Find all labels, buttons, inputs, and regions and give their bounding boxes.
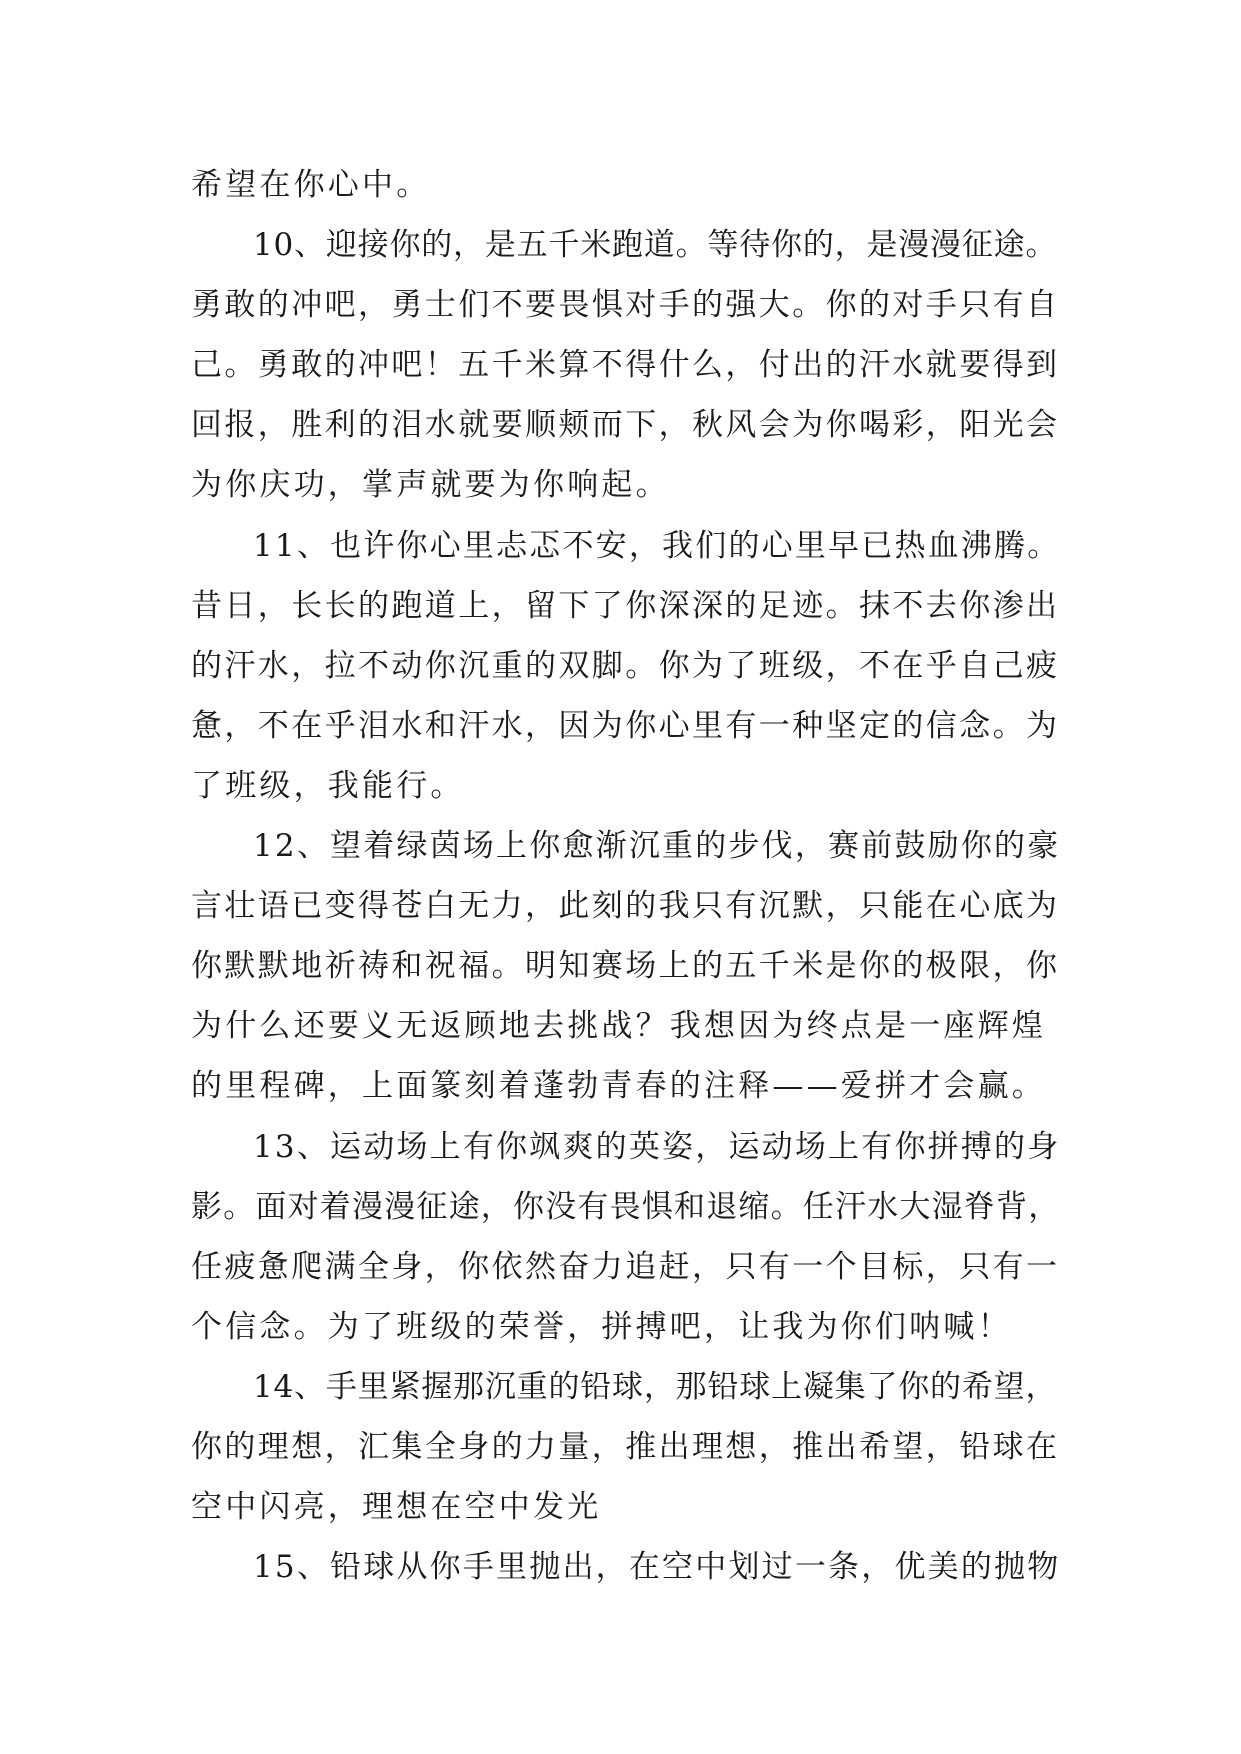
text-line: 的汗水，拉不动你沉重的双脚。你为了班级，不在乎自己疲	[191, 647, 1060, 684]
text-line: 了班级，我能行。	[191, 767, 465, 804]
text-line: 14、手里紧握那沉重的铅球，那铅球上凝集了你的希望，	[253, 1368, 1058, 1405]
text-line: 言壮语已变得苍白无力，此刻的我只有沉默，只能在心底为	[191, 888, 1060, 925]
text-line: 11、也许你心里忐忑不安，我们的心里早已热血沸腾。	[253, 527, 1061, 564]
text-line: 空中闪亮，理想在空中发光	[191, 1489, 602, 1526]
text-line: 你的理想，汇集全身的力量，推出理想，推出希望，铅球在	[191, 1428, 1060, 1465]
text-line: 勇敢的冲吧，勇士们不要畏惧对手的强大。你的对手只有自	[191, 287, 1060, 324]
text-line: 13、运动场上有你飒爽的英姿，运动场上有你拼搏的身	[253, 1128, 1061, 1165]
text-line: 个信念。为了班级的荣誉，拼搏吧，让我为你们呐喊！	[191, 1308, 1012, 1345]
text-line: 你默默地祈祷和祝福。明知赛场上的五千米是你的极限，你	[191, 948, 1060, 985]
document-body	[191, 155, 1061, 1597]
text-line: 影。面对着漫漫征途，你没有畏惧和退缩。任汗水大湿脊背，	[191, 1188, 1061, 1225]
text-line: 任疲惫爬满全身，你依然奋力追赶，只有一个目标，只有一	[191, 1248, 1060, 1285]
text-line: 10、迎接你的，是五千米跑道。等待你的，是漫漫征途。	[253, 227, 1058, 264]
text-line: 昔日，长长的跑道上，留下了你深深的足迹。抹不去你渗出	[191, 587, 1060, 624]
text-line: 惫，不在乎泪水和汗水，因为你心里有一种坚定的信念。为	[191, 707, 1060, 744]
text-line: 为什么还要义无返顾地去挑战？我想因为终点是一座辉煌	[191, 1008, 1046, 1045]
text-line: 的里程碑，上面篆刻着蓬勃青春的注释——爱拼才会赢。	[191, 1068, 1046, 1105]
text-line: 12、望着绿茵场上你愈渐沉重的步伐，赛前鼓励你的豪	[253, 828, 1061, 865]
text-line: 15、铅球从你手里抛出，在空中划过一条，优美的抛物	[253, 1549, 1061, 1586]
text-line: 回报，胜利的泪水就要顺颊而下，秋风会为你喝彩，阳光会	[191, 407, 1060, 444]
text-line: 希望在你心中。	[191, 167, 431, 203]
text-line: 己。勇敢的冲吧！五千米算不得什么，付出的汗水就要得到	[191, 347, 1060, 384]
text-line: 为你庆功，掌声就要为你响起。	[191, 467, 670, 504]
